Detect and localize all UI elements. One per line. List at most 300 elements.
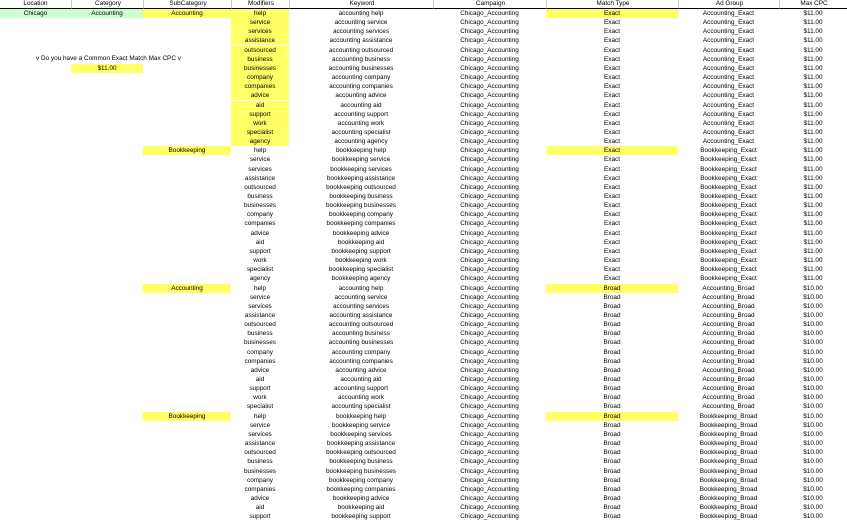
subcategory-cell[interactable] — [143, 384, 231, 393]
keyword-cell[interactable]: accounting companies — [329, 83, 393, 91]
ad-group-cell[interactable]: Accounting_Broad — [702, 339, 755, 347]
max-cpc-cell[interactable]: $10.00 — [803, 403, 823, 411]
match-type-cell[interactable]: Broad — [603, 339, 621, 347]
ad-group-cell[interactable]: Accounting_Broad — [702, 403, 755, 411]
keyword-cell[interactable]: bookkeeping services — [330, 165, 392, 173]
ad-group-cell[interactable]: Accounting_Exact — [702, 55, 755, 63]
ad-group-cell[interactable]: Bookkeeping_Exact — [700, 238, 757, 246]
campaign-cell[interactable]: Chicago_Accounting — [460, 385, 519, 393]
match-type-cell[interactable]: Broad — [603, 302, 621, 310]
modifier-cell[interactable]: aid — [231, 101, 289, 110]
match-type-cell[interactable]: Broad — [603, 449, 621, 457]
ad-group-cell[interactable]: Bookkeeping_Broad — [699, 449, 758, 457]
subcategory-cell[interactable] — [143, 421, 231, 430]
ad-group-cell[interactable]: Bookkeeping_Exact — [700, 229, 757, 237]
campaign-cell[interactable]: Chicago_Accounting — [460, 513, 519, 521]
keyword-cell[interactable]: accounting outsourced — [328, 321, 394, 329]
campaign-cell[interactable]: Chicago_Accounting — [460, 193, 519, 200]
max-cpc-cell[interactable]: $11.00 — [803, 55, 823, 63]
keyword-cell[interactable]: accounting help — [338, 10, 384, 17]
max-cpc-cell[interactable]: $11.00 — [803, 10, 823, 17]
campaign-cell[interactable]: Chicago_Accounting — [460, 394, 519, 402]
ad-group-cell[interactable]: Bookkeeping_Broad — [699, 458, 758, 466]
keyword-cell[interactable]: accounting aid — [340, 376, 382, 383]
campaign-cell[interactable]: Chicago_Accounting — [460, 174, 519, 182]
campaign-cell[interactable]: Chicago_Accounting — [460, 494, 519, 502]
ad-group-cell[interactable]: Accounting_Exact — [702, 101, 755, 109]
ad-group-cell[interactable]: Accounting_Broad — [702, 311, 755, 319]
subcategory-cell[interactable] — [143, 165, 231, 174]
ad-group-cell[interactable]: Accounting_Exact — [702, 119, 755, 127]
campaign-cell[interactable]: Chicago_Accounting — [460, 357, 519, 365]
ad-group-cell[interactable]: Bookkeeping_Broad — [699, 513, 758, 521]
max-cpc-cell[interactable]: $11.00 — [803, 183, 823, 191]
subcategory-cell[interactable] — [143, 64, 231, 73]
match-type-cell[interactable]: Exact — [604, 19, 620, 27]
subcategory-cell[interactable] — [143, 467, 231, 476]
campaign-cell[interactable]: Chicago_Accounting — [460, 83, 519, 91]
subcategory-cell[interactable]: Accounting — [143, 9, 231, 18]
modifier-cell[interactable]: help — [231, 9, 289, 18]
modifier-cell[interactable]: companies — [244, 485, 276, 493]
ad-group-cell[interactable]: Accounting_Broad — [702, 321, 755, 329]
campaign-cell[interactable]: Chicago_Accounting — [460, 211, 519, 219]
keyword-cell[interactable]: accounting company — [331, 348, 391, 356]
subcategory-cell[interactable] — [143, 110, 231, 119]
keyword-cell[interactable]: accounting work — [337, 394, 385, 402]
campaign-cell[interactable]: Chicago_Accounting — [460, 284, 519, 292]
header-location[interactable]: Location — [0, 0, 71, 9]
keyword-cell[interactable]: accounting advice — [335, 366, 387, 374]
campaign-cell[interactable]: Chicago_Accounting — [460, 37, 519, 45]
subcategory-cell[interactable]: Accounting — [143, 284, 231, 293]
subcategory-cell[interactable]: Bookkeeping — [143, 146, 231, 155]
subcategory-cell[interactable] — [143, 155, 231, 164]
ad-group-cell[interactable]: Bookkeeping_Broad — [699, 412, 758, 420]
match-type-cell[interactable]: Broad — [603, 430, 621, 438]
keyword-cell[interactable]: bookkeeping companies — [326, 485, 396, 493]
max-cpc-cell[interactable]: $10.00 — [803, 339, 823, 347]
subcategory-cell[interactable] — [143, 210, 231, 219]
ad-group-cell[interactable]: Bookkeeping_Exact — [700, 257, 757, 265]
match-type-cell[interactable]: Broad — [603, 504, 621, 512]
keyword-cell[interactable]: accounting assistance — [329, 37, 393, 45]
keyword-cell[interactable]: accounting business — [332, 330, 390, 338]
keyword-cell[interactable]: bookkeeping service — [331, 421, 391, 429]
subcategory-cell[interactable] — [143, 402, 231, 411]
campaign-cell[interactable]: Chicago_Accounting — [460, 238, 519, 246]
ad-group-cell[interactable]: Bookkeeping_Broad — [699, 504, 758, 512]
modifier-cell[interactable]: businesses — [244, 467, 276, 475]
keyword-cell[interactable]: bookkeeping work — [335, 257, 387, 265]
keyword-cell[interactable]: accounting business — [332, 55, 390, 63]
match-type-cell[interactable]: Exact — [604, 28, 620, 36]
match-type-cell[interactable]: Exact — [604, 211, 620, 219]
campaign-cell[interactable]: Chicago_Accounting — [460, 458, 519, 466]
ad-group-cell[interactable]: Accounting_Exact — [702, 64, 755, 72]
match-type-cell[interactable]: Exact — [604, 193, 620, 200]
subcategory-cell[interactable] — [143, 73, 231, 82]
subcategory-cell[interactable] — [143, 357, 231, 366]
modifier-cell[interactable]: support — [231, 110, 289, 119]
match-type-cell[interactable]: Broad — [603, 513, 621, 521]
subcategory-cell[interactable] — [143, 238, 231, 247]
modifier-cell[interactable]: businesses — [244, 339, 276, 347]
campaign-cell[interactable]: Chicago_Accounting — [460, 348, 519, 356]
modifier-cell[interactable]: assistance — [231, 36, 289, 45]
ad-group-cell[interactable]: Bookkeeping_Exact — [700, 211, 757, 219]
modifier-cell[interactable]: outsourced — [244, 449, 276, 457]
keyword-cell[interactable]: bookkeeping advice — [332, 494, 390, 502]
match-type-cell[interactable]: Exact — [604, 257, 620, 265]
max-cpc-cell[interactable]: $11.00 — [803, 110, 823, 118]
ad-group-cell[interactable]: Accounting_Broad — [702, 302, 755, 310]
max-cpc-cell[interactable]: $11.00 — [803, 64, 823, 72]
keyword-cell[interactable]: accounting support — [333, 110, 388, 118]
campaign-cell[interactable]: Chicago_Accounting — [460, 421, 519, 429]
max-cpc-cell[interactable]: $10.00 — [803, 348, 823, 356]
max-cpc-cell[interactable]: $10.00 — [803, 458, 823, 466]
ad-group-cell[interactable]: Bookkeeping_Broad — [699, 440, 758, 448]
max-cpc-cell[interactable]: $11.00 — [803, 37, 823, 45]
modifier-cell[interactable]: company — [247, 211, 273, 219]
match-type-cell[interactable]: Exact — [604, 229, 620, 237]
keyword-cell[interactable]: bookkeeping businesses — [326, 467, 396, 475]
keyword-cell[interactable]: bookkeeping assistance — [326, 440, 396, 448]
subcategory-cell[interactable] — [143, 91, 231, 100]
max-cpc-cell[interactable]: $10.00 — [803, 376, 823, 383]
modifier-cell[interactable]: support — [249, 385, 271, 393]
keyword-cell[interactable]: bookkeeping business — [329, 458, 393, 466]
match-type-cell[interactable]: Broad — [603, 293, 621, 301]
max-cpc-cell[interactable]: $10.00 — [803, 385, 823, 393]
max-cpc-cell[interactable]: $10.00 — [803, 394, 823, 402]
ad-group-cell[interactable]: Accounting_Broad — [702, 376, 755, 383]
campaign-cell[interactable]: Chicago_Accounting — [460, 119, 519, 127]
match-type-cell[interactable]: Broad — [603, 311, 621, 319]
modifier-cell[interactable]: company — [247, 476, 273, 484]
keyword-cell[interactable]: bookkeeping support — [331, 247, 391, 255]
subcategory-cell[interactable] — [143, 128, 231, 137]
subcategory-cell[interactable] — [143, 320, 231, 329]
campaign-cell[interactable]: Chicago_Accounting — [460, 110, 519, 118]
max-cpc-cell[interactable]: $11.00 — [803, 211, 823, 219]
match-type-cell[interactable]: Exact — [604, 64, 620, 72]
max-cpc-cell[interactable]: $10.00 — [803, 412, 823, 420]
campaign-cell[interactable]: Chicago_Accounting — [460, 101, 519, 109]
modifier-cell[interactable]: support — [249, 247, 271, 255]
max-cpc-cell[interactable]: $10.00 — [803, 357, 823, 365]
ad-group-cell[interactable]: Accounting_Exact — [702, 128, 755, 136]
keyword-cell[interactable]: accounting services — [332, 28, 390, 36]
match-type-cell[interactable]: Exact — [604, 119, 620, 127]
campaign-cell[interactable]: Chicago_Accounting — [460, 10, 519, 17]
max-cpc-cell[interactable]: $11.00 — [803, 257, 823, 265]
subcategory-cell[interactable] — [143, 192, 231, 201]
campaign-cell[interactable]: Chicago_Accounting — [460, 476, 519, 484]
keyword-cell[interactable]: bookkeeping help — [335, 412, 387, 420]
match-type-cell[interactable]: Broad — [603, 476, 621, 484]
subcategory-cell[interactable] — [143, 375, 231, 384]
match-type-cell[interactable]: Broad — [603, 458, 621, 466]
match-type-cell[interactable]: Exact — [604, 266, 620, 274]
ad-group-cell[interactable]: Accounting_Broad — [702, 385, 755, 393]
match-type-cell[interactable]: Exact — [604, 37, 620, 45]
keyword-cell[interactable]: accounting aid — [340, 101, 382, 109]
match-type-cell[interactable]: Exact — [604, 92, 620, 100]
keyword-cell[interactable]: bookkeeping companies — [326, 220, 396, 228]
modifier-cell[interactable]: agency — [249, 275, 271, 283]
keyword-cell[interactable]: accounting support — [333, 385, 388, 393]
modifier-cell[interactable]: help — [253, 412, 267, 420]
max-cpc-cell[interactable]: $11.00 — [803, 128, 823, 136]
campaign-cell[interactable]: Chicago_Accounting — [460, 275, 519, 283]
modifier-cell[interactable]: business — [247, 458, 273, 466]
campaign-cell[interactable]: Chicago_Accounting — [460, 92, 519, 100]
modifier-cell[interactable]: help — [253, 284, 267, 292]
max-cpc-cell[interactable]: $10.00 — [803, 449, 823, 457]
max-cpc-cell[interactable]: $10.00 — [803, 467, 823, 475]
campaign-cell[interactable]: Chicago_Accounting — [460, 202, 519, 210]
max-cpc-cell[interactable]: $10.00 — [803, 421, 823, 429]
subcategory-cell[interactable] — [143, 137, 231, 146]
keyword-cell[interactable]: accounting businesses — [328, 339, 394, 347]
match-type-cell[interactable]: Exact — [604, 110, 620, 118]
max-cpc-cell[interactable]: $10.00 — [803, 440, 823, 448]
campaign-cell[interactable]: Chicago_Accounting — [460, 440, 519, 448]
ad-group-cell[interactable]: Bookkeeping_Exact — [700, 183, 757, 191]
modifier-cell[interactable]: company — [231, 73, 289, 82]
subcategory-cell[interactable] — [143, 201, 231, 210]
keyword-cell[interactable]: accounting specialist — [331, 128, 391, 136]
match-type-cell[interactable]: Broad — [603, 330, 621, 338]
max-cpc-cell[interactable]: $10.00 — [803, 485, 823, 493]
match-type-cell[interactable]: Exact — [604, 238, 620, 246]
modifier-cell[interactable]: business — [247, 193, 273, 200]
campaign-cell[interactable]: Chicago_Accounting — [460, 366, 519, 374]
max-cpc-cell[interactable]: $10.00 — [803, 311, 823, 319]
max-cpc-cell[interactable]: $11.00 — [803, 202, 823, 210]
modifier-cell[interactable]: aid — [255, 238, 265, 246]
ad-group-cell[interactable]: Accounting_Exact — [702, 10, 755, 17]
keyword-cell[interactable]: accounting agency — [334, 138, 388, 146]
max-cpc-cell[interactable]: $11.00 — [803, 238, 823, 246]
modifier-cell[interactable]: specialist — [246, 266, 274, 274]
keyword-cell[interactable]: bookkeeping assistance — [326, 174, 396, 182]
max-cpc-cell[interactable]: $11.00 — [803, 220, 823, 228]
campaign-cell[interactable]: Chicago_Accounting — [460, 183, 519, 191]
match-type-cell[interactable]: Broad — [603, 376, 621, 383]
ad-group-cell[interactable]: Accounting_Broad — [702, 284, 755, 292]
subcategory-cell[interactable] — [143, 265, 231, 274]
keyword-cell[interactable]: bookkeeping company — [329, 476, 393, 484]
modifier-cell[interactable]: businesses — [244, 202, 276, 210]
max-cpc-cell[interactable]: $10.00 — [803, 321, 823, 329]
max-cpc-cell[interactable]: $11.00 — [803, 83, 823, 91]
modifier-cell[interactable]: help — [253, 147, 267, 155]
campaign-cell[interactable]: Chicago_Accounting — [460, 321, 519, 329]
subcategory-cell[interactable] — [143, 485, 231, 494]
keyword-cell[interactable]: bookkeeping specialist — [328, 266, 394, 274]
match-type-cell[interactable]: Broad — [603, 494, 621, 502]
ad-group-cell[interactable]: Bookkeeping_Exact — [700, 165, 757, 173]
max-cpc-cell[interactable]: $11.00 — [803, 119, 823, 127]
keyword-cell[interactable]: accounting work — [337, 119, 385, 127]
max-cpc-cell[interactable]: $10.00 — [803, 494, 823, 502]
match-type-cell[interactable]: Exact — [604, 156, 620, 164]
ad-group-cell[interactable]: Bookkeeping_Broad — [699, 467, 758, 475]
modifier-cell[interactable]: aid — [255, 376, 265, 383]
header-campaign[interactable]: Campaign — [433, 0, 547, 9]
campaign-cell[interactable]: Chicago_Accounting — [460, 229, 519, 237]
subcategory-cell[interactable]: Bookkeeping — [143, 412, 231, 421]
keyword-cell[interactable]: bookkeeping agency — [331, 275, 391, 283]
ad-group-cell[interactable]: Bookkeeping_Broad — [699, 421, 758, 429]
match-type-cell[interactable]: Exact — [546, 9, 678, 18]
ad-group-cell[interactable]: Accounting_Broad — [702, 348, 755, 356]
modifier-cell[interactable]: agency — [231, 137, 289, 146]
keyword-cell[interactable]: bookkeeping business — [329, 193, 393, 200]
subcategory-cell[interactable] — [143, 174, 231, 183]
location-cell[interactable]: Chicago — [0, 9, 71, 18]
match-type-cell[interactable]: Broad — [603, 403, 621, 411]
campaign-cell[interactable]: Chicago_Accounting — [460, 403, 519, 411]
subcategory-cell[interactable] — [143, 393, 231, 402]
match-type-cell[interactable]: Broad — [603, 485, 621, 493]
match-type-cell[interactable]: Exact — [604, 247, 620, 255]
ad-group-cell[interactable]: Bookkeeping_Broad — [699, 476, 758, 484]
modifier-cell[interactable]: services — [248, 165, 272, 173]
ad-group-cell[interactable]: Bookkeeping_Broad — [699, 494, 758, 502]
modifier-cell[interactable]: service — [249, 156, 271, 164]
subcategory-cell[interactable] — [143, 229, 231, 238]
ad-group-cell[interactable]: Bookkeeping_Broad — [699, 430, 758, 438]
max-cpc-cell[interactable]: $10.00 — [803, 302, 823, 310]
subcategory-cell[interactable] — [143, 119, 231, 128]
keyword-cell[interactable]: bookkeeping aid — [337, 504, 385, 512]
modifier-cell[interactable]: services — [231, 27, 289, 36]
modifier-cell[interactable]: services — [248, 430, 272, 438]
keyword-cell[interactable]: accounting specialist — [331, 403, 391, 411]
campaign-cell[interactable]: Chicago_Accounting — [460, 220, 519, 228]
campaign-cell[interactable]: Chicago_Accounting — [460, 376, 519, 383]
max-cpc-cell[interactable]: $11.00 — [803, 174, 823, 182]
modifier-cell[interactable]: aid — [255, 504, 265, 512]
max-cpc-cell[interactable]: $11.00 — [803, 275, 823, 283]
max-cpc-cell[interactable]: $11.00 — [803, 19, 823, 27]
header-match-type[interactable]: Match Type — [546, 0, 679, 9]
match-type-cell[interactable]: Broad — [546, 412, 678, 421]
modifier-cell[interactable]: companies — [244, 220, 276, 228]
match-type-cell[interactable]: Broad — [546, 284, 678, 293]
keyword-cell[interactable]: accounting services — [332, 302, 390, 310]
header-category[interactable]: Category — [71, 0, 144, 9]
subcategory-cell[interactable] — [143, 293, 231, 302]
subcategory-cell[interactable] — [143, 457, 231, 466]
max-cpc-cell[interactable]: $10.00 — [803, 504, 823, 512]
max-cpc-cell[interactable]: $11.00 — [803, 266, 823, 274]
campaign-cell[interactable]: Chicago_Accounting — [460, 55, 519, 63]
ad-group-cell[interactable]: Accounting_Exact — [702, 28, 755, 36]
modifier-cell[interactable]: business — [247, 330, 273, 338]
keyword-cell[interactable]: accounting outsourced — [328, 46, 394, 54]
campaign-cell[interactable]: Chicago_Accounting — [460, 46, 519, 54]
campaign-cell[interactable]: Chicago_Accounting — [460, 247, 519, 255]
keyword-cell[interactable]: bookkeeping services — [330, 430, 392, 438]
subcategory-cell[interactable] — [143, 311, 231, 320]
max-cpc-cell[interactable]: $11.00 — [803, 28, 823, 36]
ad-group-cell[interactable]: Accounting_Exact — [702, 138, 755, 146]
modifier-cell[interactable]: work — [231, 119, 289, 128]
keyword-cell[interactable]: accounting companies — [329, 357, 393, 365]
campaign-cell[interactable]: Chicago_Accounting — [460, 257, 519, 265]
subcategory-cell[interactable] — [143, 219, 231, 228]
max-cpc-cell[interactable]: $11.00 — [803, 147, 823, 155]
campaign-cell[interactable]: Chicago_Accounting — [460, 138, 519, 146]
modifier-cell[interactable]: companies — [231, 82, 289, 91]
campaign-cell[interactable]: Chicago_Accounting — [460, 64, 519, 72]
modifier-cell[interactable]: support — [249, 513, 271, 521]
subcategory-cell[interactable] — [143, 36, 231, 45]
ad-group-cell[interactable]: Accounting_Broad — [702, 330, 755, 338]
keyword-cell[interactable]: accounting company — [331, 74, 391, 82]
match-type-cell[interactable]: Broad — [603, 357, 621, 365]
ad-group-cell[interactable]: Bookkeeping_Broad — [699, 485, 758, 493]
max-cpc-cell[interactable]: $10.00 — [803, 330, 823, 338]
subcategory-cell[interactable] — [143, 274, 231, 283]
modifier-cell[interactable]: companies — [244, 357, 276, 365]
keyword-cell[interactable]: bookkeeping advice — [332, 229, 390, 237]
ad-group-cell[interactable]: Bookkeeping_Exact — [700, 220, 757, 228]
header-keyword[interactable]: Keyword — [289, 0, 434, 9]
subcategory-cell[interactable] — [143, 101, 231, 110]
subcategory-cell[interactable] — [143, 439, 231, 448]
match-type-cell[interactable]: Exact — [604, 101, 620, 109]
subcategory-cell[interactable] — [143, 256, 231, 265]
modifier-cell[interactable]: services — [248, 302, 272, 310]
header-ad-group[interactable]: Ad Group — [678, 0, 780, 9]
modifier-cell[interactable]: assistance — [244, 311, 276, 319]
keyword-cell[interactable]: bookkeeping businesses — [326, 202, 396, 210]
ad-group-cell[interactable]: Bookkeeping_Exact — [700, 174, 757, 182]
ad-group-cell[interactable]: Accounting_Broad — [702, 357, 755, 365]
header-max-cpc[interactable]: Max CPC — [779, 0, 847, 9]
modifier-cell[interactable]: advice — [250, 494, 270, 502]
ad-group-cell[interactable]: Accounting_Exact — [702, 74, 755, 82]
ad-group-cell[interactable]: Bookkeeping_Exact — [700, 275, 757, 283]
ad-group-cell[interactable]: Accounting_Exact — [702, 110, 755, 118]
max-cpc-cell[interactable]: $11.00 — [803, 92, 823, 100]
subcategory-cell[interactable] — [143, 55, 231, 64]
modifier-cell[interactable]: assistance — [244, 174, 276, 182]
header-subcategory[interactable]: SubCategory — [143, 0, 232, 9]
modifier-cell[interactable]: outsourced — [244, 183, 276, 191]
match-type-cell[interactable]: Broad — [603, 394, 621, 402]
max-cpc-cell[interactable]: $10.00 — [803, 366, 823, 374]
max-cpc-cell[interactable]: $11.00 — [803, 193, 823, 200]
max-cpc-cell[interactable]: $10.00 — [803, 476, 823, 484]
match-type-cell[interactable]: Broad — [603, 385, 621, 393]
campaign-cell[interactable]: Chicago_Accounting — [460, 412, 519, 420]
subcategory-cell[interactable] — [143, 302, 231, 311]
keyword-cell[interactable]: bookkeeping outsourced — [326, 183, 396, 191]
max-cpc-cell[interactable]: $10.00 — [803, 284, 823, 292]
max-cpc-cell[interactable]: $10.00 — [803, 430, 823, 438]
max-cpc-cell[interactable]: $11.00 — [803, 138, 823, 146]
max-cpc-cell[interactable]: $11.00 — [803, 101, 823, 109]
match-type-cell[interactable]: Exact — [604, 183, 620, 191]
keyword-cell[interactable]: bookkeeping aid — [337, 238, 385, 246]
